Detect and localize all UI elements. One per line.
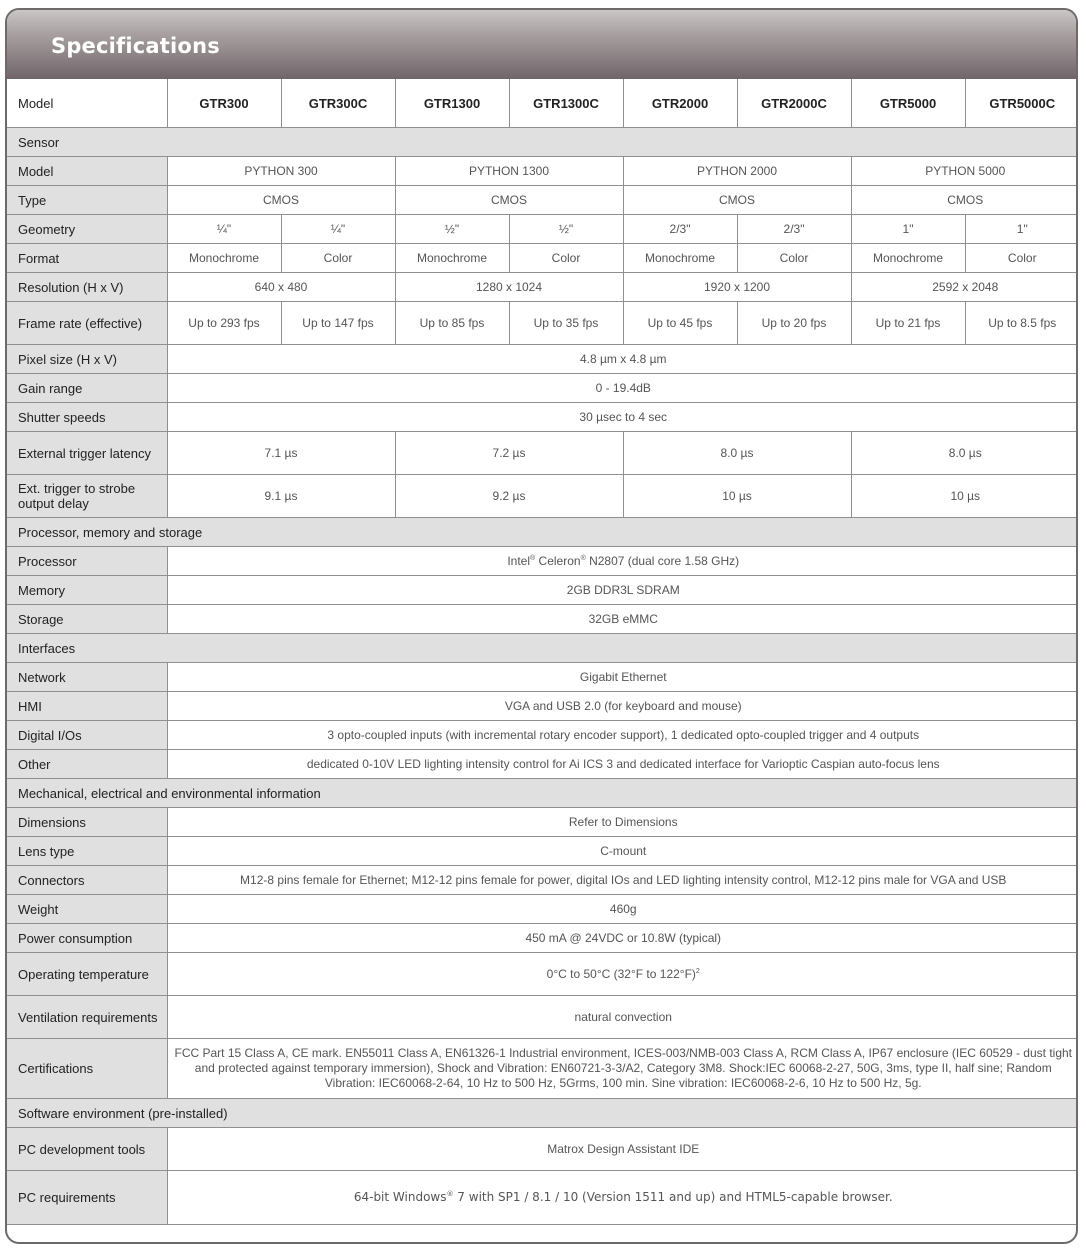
model-column-header: GTR2000C	[737, 79, 851, 128]
cell-value: PYTHON 5000	[851, 157, 1078, 186]
model-column-header: GTR5000	[851, 79, 965, 128]
cell-value: Monochrome	[167, 244, 281, 273]
cell-value: Matrox Design Assistant IDE	[167, 1128, 1078, 1171]
table-row	[7, 692, 1078, 721]
row-label: Digital I/Os	[7, 721, 167, 750]
model-column-header: GTR300C	[281, 79, 395, 128]
model-column-header: GTR5000C	[965, 79, 1078, 128]
cell-value: ¼"	[167, 215, 281, 244]
table-row	[7, 1171, 1078, 1225]
table-row	[7, 895, 1078, 924]
row-label: Shutter speeds	[7, 403, 167, 432]
row-label: Ext. trigger to strobe output delay	[7, 475, 167, 518]
cell-value: Monochrome	[851, 244, 965, 273]
cell-value: Color	[509, 244, 623, 273]
cell-value: dedicated 0-10V LED lighting intensity control for Ai ICS 3 and dedicated interface for Varioptic Caspian auto-focus lens	[167, 750, 1078, 779]
table-row	[7, 576, 1078, 605]
table-row	[7, 244, 1078, 273]
cell-value: Up to 293 fps	[167, 302, 281, 345]
cell-value: 640 x 480	[167, 273, 395, 302]
registered-mark: ®	[580, 554, 586, 562]
row-label: PC requirements	[7, 1171, 167, 1225]
table-row	[7, 432, 1078, 475]
cell-value: 9.2 µs	[395, 475, 623, 518]
cell-value: Monochrome	[623, 244, 737, 273]
table-row	[7, 302, 1078, 345]
text: N2807 (dual core 1.58 GHz)	[585, 553, 740, 568]
cell-value: 4.8 µm x 4.8 µm	[167, 345, 1078, 374]
row-label: Ventilation requirements	[7, 996, 167, 1039]
table-row	[7, 186, 1078, 215]
model-column-header: GTR2000	[623, 79, 737, 128]
cell-value: PYTHON 300	[167, 157, 395, 186]
cell-value: 32GB eMMC	[167, 605, 1078, 634]
cell-value: CMOS	[623, 186, 851, 215]
cell-value: 9.1 µs	[167, 475, 395, 518]
section-header-interfaces	[7, 634, 1078, 663]
section-title: Mechanical, electrical and environmental information	[7, 779, 1078, 808]
cell-value: 10 µs	[851, 475, 1078, 518]
model-column-header: GTR300	[167, 79, 281, 128]
text: 7 with SP1 / 8.1 / 10 (Version 1511 and up) and HTML5-capable browser.	[453, 1190, 893, 1204]
cell-value: Up to 21 fps	[851, 302, 965, 345]
page-title: Specifications	[51, 34, 220, 58]
row-label: Other	[7, 750, 167, 779]
cell-value: Refer to Dimensions	[167, 808, 1078, 837]
row-label: Storage	[7, 605, 167, 634]
cell-value: C-mount	[167, 837, 1078, 866]
cell-value: PYTHON 1300	[395, 157, 623, 186]
row-label: Power consumption	[7, 924, 167, 953]
section-header-mechanical	[7, 779, 1078, 808]
cell-value: 7.1 µs	[167, 432, 395, 475]
row-label: Pixel size (H x V)	[7, 345, 167, 374]
cell-value: 8.0 µs	[851, 432, 1078, 475]
cell-value: 460g	[167, 895, 1078, 924]
cell-value: 0 - 19.4dB	[167, 374, 1078, 403]
cell-value: Color	[737, 244, 851, 273]
row-label: Memory	[7, 576, 167, 605]
cell-value: CMOS	[167, 186, 395, 215]
section-header-software	[7, 1099, 1078, 1128]
cell-value: 3 opto-coupled inputs (with incremental rotary encoder support), 1 dedicated opto-coupled trigger and 4 outputs	[167, 721, 1078, 750]
cell-value: VGA and USB 2.0 (for keyboard and mouse)	[167, 692, 1078, 721]
cell-value: PYTHON 2000	[623, 157, 851, 186]
table-row	[7, 924, 1078, 953]
cell-value: 7.2 µs	[395, 432, 623, 475]
row-label: Geometry	[7, 215, 167, 244]
section-title: Software environment (pre-installed)	[7, 1099, 1078, 1128]
row-label: Frame rate (effective)	[7, 302, 167, 345]
row-label: External trigger latency	[7, 432, 167, 475]
table-row	[7, 837, 1078, 866]
row-label: Model	[7, 157, 167, 186]
text: 0°C to 50°C (32°F to 122°F)	[546, 966, 696, 981]
cell-value: Color	[281, 244, 395, 273]
cell-value: 8.0 µs	[623, 432, 851, 475]
cell-value: Monochrome	[395, 244, 509, 273]
row-label: Model	[7, 79, 167, 128]
row-label: PC development tools	[7, 1128, 167, 1171]
cell-value: 450 mA @ 24VDC or 10.8W (typical)	[167, 924, 1078, 953]
cell-value: 1280 x 1024	[395, 273, 623, 302]
row-label: Type	[7, 186, 167, 215]
table-row	[7, 547, 1078, 576]
model-header-row	[7, 79, 1078, 128]
cell-value: 2592 x 2048	[851, 273, 1078, 302]
table-row	[7, 273, 1078, 302]
cell-value: ½"	[395, 215, 509, 244]
cell-value: Up to 20 fps	[737, 302, 851, 345]
cell-value: CMOS	[395, 186, 623, 215]
table-row	[7, 215, 1078, 244]
section-title: Sensor	[7, 128, 1078, 157]
registered-mark: ®	[446, 1190, 454, 1198]
specifications-header	[7, 10, 1076, 79]
cell-value: Up to 35 fps	[509, 302, 623, 345]
row-label: Lens type	[7, 837, 167, 866]
cell-value: ½"	[509, 215, 623, 244]
row-label: Gain range	[7, 374, 167, 403]
section-header-sensor	[7, 128, 1078, 157]
cell-value: M12-8 pins female for Ethernet; M12-12 pins female for power, digital IOs and LED lighting intensity control, M12-12 pins male for VGA and USB	[167, 866, 1078, 895]
text: Celeron	[535, 553, 581, 568]
table-row	[7, 663, 1078, 692]
row-label: Weight	[7, 895, 167, 924]
cell-value: natural convection	[167, 996, 1078, 1039]
table-row	[7, 374, 1078, 403]
table-row	[7, 403, 1078, 432]
table-row	[7, 808, 1078, 837]
cell-value: Up to 85 fps	[395, 302, 509, 345]
registered-mark: ®	[530, 554, 536, 562]
table-row	[7, 157, 1078, 186]
cell-value: 30 µsec to 4 sec	[167, 403, 1078, 432]
cell-value: 1920 x 1200	[623, 273, 851, 302]
text: 64-bit Windows	[353, 1190, 447, 1204]
cell-value: 2/3"	[623, 215, 737, 244]
row-label: Certifications	[7, 1039, 167, 1099]
section-header-processor	[7, 518, 1078, 547]
cell-value: 2GB DDR3L SDRAM	[167, 576, 1078, 605]
cell-value: Up to 8.5 fps	[965, 302, 1078, 345]
model-column-header: GTR1300C	[509, 79, 623, 128]
table-row	[7, 605, 1078, 634]
cell-value: Up to 147 fps	[281, 302, 395, 345]
cell-value	[167, 547, 1078, 576]
row-label: Processor	[7, 547, 167, 576]
cell-value: Up to 45 fps	[623, 302, 737, 345]
cell-value	[167, 1171, 1078, 1225]
cell-value: 2/3"	[737, 215, 851, 244]
cell-value: 1"	[965, 215, 1078, 244]
section-title: Interfaces	[7, 634, 1078, 663]
specifications-table	[7, 79, 1078, 1225]
cell-value: ¼"	[281, 215, 395, 244]
specifications-panel	[5, 8, 1078, 1244]
model-column-header: GTR1300	[395, 79, 509, 128]
table-row	[7, 996, 1078, 1039]
table-row	[7, 721, 1078, 750]
footnote-marker: 2	[695, 967, 700, 975]
text: Intel	[507, 553, 531, 568]
cell-value	[167, 953, 1078, 996]
table-row	[7, 475, 1078, 518]
table-row	[7, 345, 1078, 374]
cell-value: Gigabit Ethernet	[167, 663, 1078, 692]
row-label: Dimensions	[7, 808, 167, 837]
cell-value: CMOS	[851, 186, 1078, 215]
row-label: Resolution (H x V)	[7, 273, 167, 302]
cell-value: FCC Part 15 Class A, CE mark. EN55011 Class A, EN61326-1 Industrial environment, ICES-003/NMB-003 Class A, RCM Class A, IP67 enclosure (IEC 60529 - dust tight and protected against temporary immersion), Shock and Vibration: EN60721-3-3/A2, Category 3M8. Shock:IEC 60068-2-27, 50G, 3ms, type II, half sine; Random Vibration: IEC60068-2-64, 10 Hz to 500 Hz, 5Grms, 100 min. Sine vibration: IEC60068-2-6, 10 Hz to 500 Hz, 5g.	[167, 1039, 1078, 1099]
cell-value: 1"	[851, 215, 965, 244]
table-row	[7, 953, 1078, 996]
cell-value: 10 µs	[623, 475, 851, 518]
row-label: Operating temperature	[7, 953, 167, 996]
row-label: Connectors	[7, 866, 167, 895]
table-row	[7, 750, 1078, 779]
row-label: HMI	[7, 692, 167, 721]
cell-value: Color	[965, 244, 1078, 273]
table-row	[7, 1128, 1078, 1171]
table-row	[7, 866, 1078, 895]
row-label: Format	[7, 244, 167, 273]
section-title: Processor, memory and storage	[7, 518, 1078, 547]
row-label: Network	[7, 663, 167, 692]
table-row	[7, 1039, 1078, 1099]
